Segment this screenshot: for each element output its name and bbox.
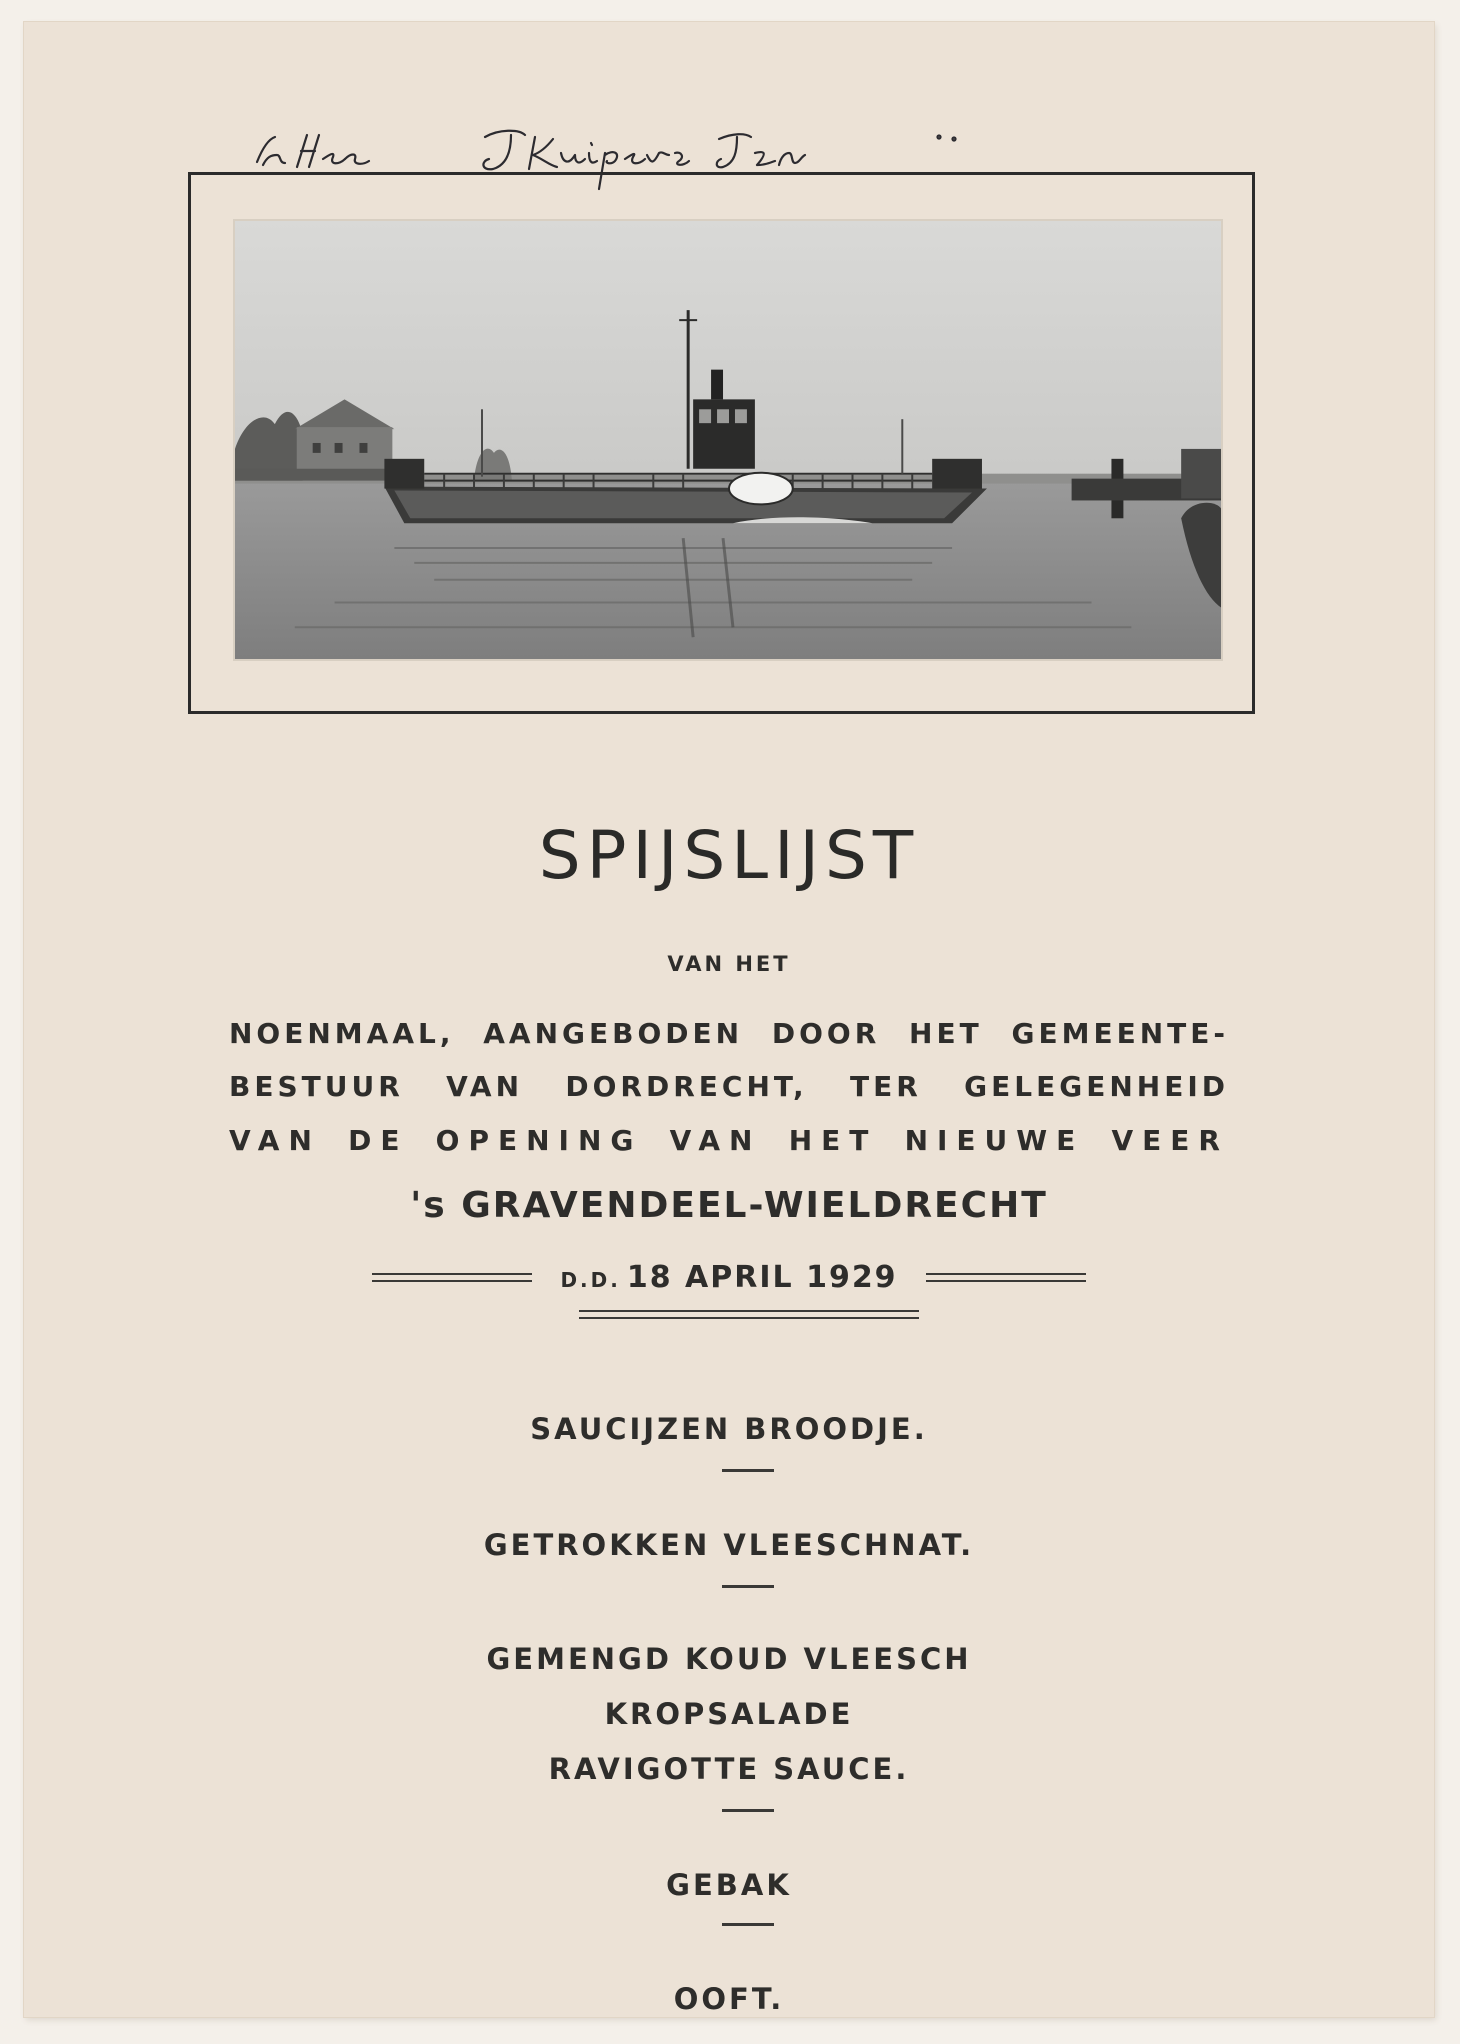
date-value: 18 APRIL 1929: [626, 1259, 898, 1295]
date-underline-rule: [579, 1310, 919, 1319]
left-double-rule: [372, 1273, 532, 1282]
ferry-route-name: 's GRAVENDEEL-WIELDRECHT: [410, 1185, 1048, 1226]
right-double-rule: [926, 1273, 1086, 1282]
menu-item: GEBAK: [666, 1868, 792, 1902]
date-prefix: D.D.: [560, 1267, 621, 1292]
menu-item: KROPSALADE: [604, 1697, 854, 1731]
intro-line-2: BESTUUR VAN DORDRECHT, TER GELEGENHEID: [229, 1070, 1229, 1103]
event-date: [560, 1260, 897, 1295]
menu-item: GEMENGD KOUD VLEESCH: [486, 1642, 972, 1676]
menu-divider: [722, 1923, 774, 1926]
menu-item: GETROKKEN VLEESCHNAT.: [483, 1528, 975, 1562]
date-row: [24, 1255, 1434, 1299]
menu-item: RAVIGOTTE SAUCE.: [548, 1752, 910, 1786]
menu-divider: [722, 1469, 774, 1472]
menu-divider: [722, 1585, 774, 1588]
intro-line-1: NOENMAAL, AANGEBODEN DOOR HET GEMEENTE-: [229, 1017, 1229, 1050]
menu-item: OOFT.: [673, 1982, 785, 2016]
menu-title: SPIJSLIJST: [538, 817, 920, 894]
menu-item: SAUCIJZEN BROODJE.: [530, 1412, 928, 1446]
ferry-photo-image: [235, 221, 1221, 659]
intro-line-3: VAN DE OPENING VAN HET NIEUWE VEER: [229, 1124, 1229, 1157]
menu-divider: [722, 1809, 774, 1812]
menu-card: [24, 22, 1434, 2017]
ferry-photograph: [233, 219, 1223, 661]
menu-subtitle: VAN HET: [667, 952, 791, 976]
